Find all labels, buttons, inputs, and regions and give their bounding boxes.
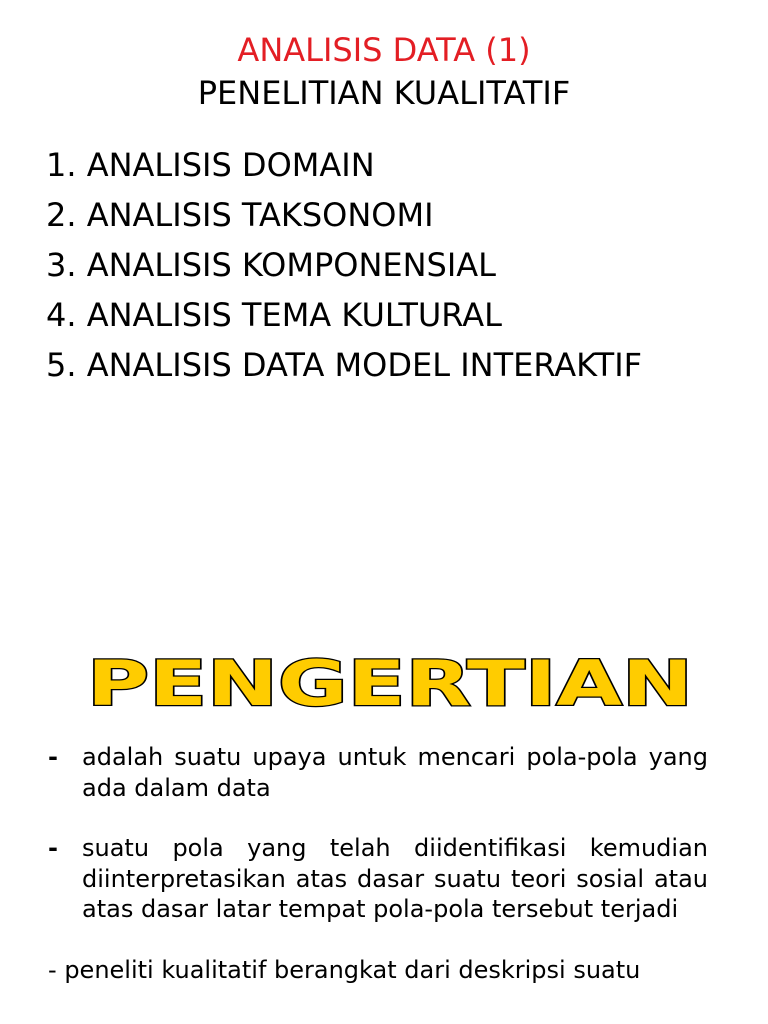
list-item: 3. ANALISIS KOMPONENSIAL [46,246,496,284]
definition-points [48,742,708,1015]
slide-title: ANALISIS DATA (1) [237,31,531,69]
bullet-dash: - [48,955,57,984]
list-item: 1. ANALISIS DOMAIN [46,146,375,184]
slide-subtitle: PENELITIAN KUALITATIF [197,74,571,112]
definition-point [48,742,708,803]
list-item: 4. ANALISIS TEMA KULTURAL [46,296,502,334]
bullet-dash: - [48,834,58,862]
heading-wordart: PENGERTIAN [87,647,693,720]
list-item: 5. ANALISIS DATA MODEL INTERAKTIF [46,346,643,384]
point-text: adalah suatu upaya untuk mencari pola-pola yang ada dalam data [82,743,708,802]
list-item: 2. ANALISIS TAKSONOMI [46,196,434,234]
point-text: peneliti kualitatif berangkat dari deskripsi suatu [64,955,641,984]
bullet-dash: - [48,743,58,771]
definition-point [48,833,708,925]
pengertian-heading [80,645,700,720]
definition-point [48,955,708,986]
topic-list [46,140,642,390]
point-text: suatu pola yang telah diidentifikasi kemudian diinterpretasikan atas dasar suatu teori sosial atau atas dasar latar tempat pola-pola tersebut terjadi [82,834,708,923]
